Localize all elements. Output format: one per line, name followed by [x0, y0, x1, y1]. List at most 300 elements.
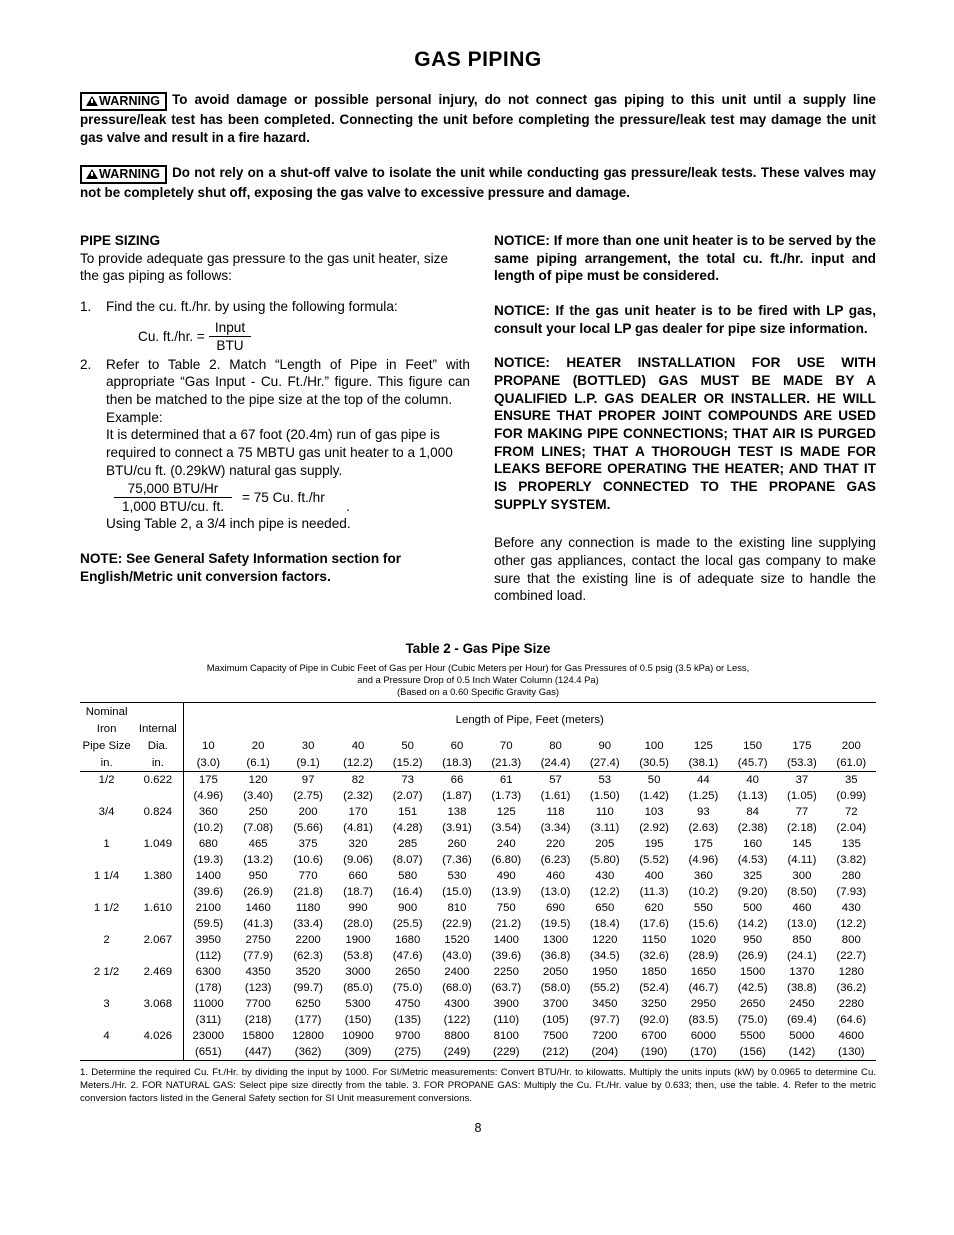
cell-cfh-5: 66 — [450, 774, 464, 787]
table-row — [80, 1028, 876, 1044]
cell-cfh-11: 325 — [743, 870, 763, 883]
cell-cfh-0: 6300 — [195, 966, 221, 979]
cell-cmh-5: (3.91) — [442, 822, 472, 835]
cell-cmh-5: (122) — [443, 1014, 471, 1027]
formula-fraction — [209, 320, 251, 353]
header-length-ft-3: 40 — [351, 739, 365, 752]
cell-cfh-4: 285 — [398, 838, 418, 851]
header-length-ft-0: 10 — [201, 739, 215, 752]
cell-cfh-9: 6700 — [641, 1030, 667, 1043]
cell-cfh-13: 135 — [841, 838, 861, 851]
list-item-1-number: 1. — [80, 299, 92, 315]
cell-cfh-0: 3950 — [195, 934, 221, 947]
cell-cmh-5: (15.0) — [442, 886, 472, 899]
cell-nominal-pipe-size: 3/4 — [98, 806, 115, 819]
cell-cfh-4: 73 — [401, 774, 415, 787]
header-length-m-1: (6.1) — [233, 754, 283, 772]
calculation-result: = 75 Cu. ft./hr — [242, 490, 325, 506]
cell-cmh-0: (39.6) — [193, 886, 224, 899]
cell-cmh-7: (6.23) — [540, 854, 571, 867]
cell-cmh-11: (156) — [728, 1044, 777, 1061]
formula-numerator: Input — [214, 319, 246, 335]
cell-cfh-5: 1520 — [444, 934, 470, 947]
header-iron: Iron — [96, 722, 117, 735]
cell-cmh-3: (4.81) — [343, 822, 373, 835]
table-header-row-3 — [80, 737, 876, 754]
header-length-m-0: (3.0) — [183, 754, 233, 772]
cell-cfh-3: 1900 — [345, 934, 371, 947]
cell-cmh-8: (34.5) — [589, 950, 620, 963]
cell-cmh-2: (21.8) — [293, 886, 323, 899]
cell-cmh-9: (32.6) — [639, 950, 669, 963]
cell-cfh-3: 3000 — [345, 966, 371, 979]
cell-cfh-2: 200 — [298, 806, 318, 819]
header-length-ft-10: 125 — [693, 739, 713, 752]
cell-nominal-pipe-size: 2 1/2 — [93, 966, 120, 979]
table-row — [80, 868, 876, 884]
cell-internal-dia: 1.380 — [133, 868, 183, 884]
header-units-dia-in: in. — [133, 754, 183, 772]
header-length-ft-11: 150 — [743, 739, 763, 752]
cell-cfh-11: 84 — [746, 806, 759, 819]
cell-cmh-11: (9.20) — [737, 886, 768, 899]
pipe-sizing-intro: To provide adequate gas pressure to the gas unit heater, size the gas piping as follows: — [80, 250, 449, 284]
cell-cmh-9: (1.42) — [639, 790, 669, 803]
cell-cmh-3: (18.7) — [343, 886, 373, 899]
cell-cmh-5: (1.87) — [442, 790, 472, 803]
cell-cmh-4: (135) — [394, 1014, 421, 1027]
warning-triangle-icon — [86, 96, 98, 106]
table-row-metric — [80, 852, 876, 868]
cell-nominal-pipe-size-blank — [80, 852, 133, 868]
cell-cmh-2: (62.3) — [293, 950, 323, 963]
cell-cmh-9: (2.92) — [639, 822, 669, 835]
cell-cfh-0: 175 — [198, 774, 218, 787]
header-length-span: Length of Pipe, Feet (meters) — [183, 703, 876, 738]
cell-cmh-1: (447) — [233, 1044, 283, 1061]
example-text: It is determined that a 67 foot (20.4m) run of gas pipe is required to connect a 75 MBTU gas unit heater to a 1,000 BTU/cu ft. (0.29kW) natural gas supply. — [106, 427, 453, 478]
calculation-numerator: 75,000 BTU/Hr — [127, 481, 219, 497]
example-conclusion-row — [80, 515, 470, 533]
cell-cfh-13: 2280 — [838, 998, 864, 1011]
cell-cmh-0: (311) — [195, 1014, 222, 1027]
cell-internal-dia: 1.610 — [133, 900, 183, 916]
cell-cfh-13: 4600 — [838, 1030, 864, 1043]
cell-cfh-9: 195 — [644, 838, 664, 851]
cell-cmh-3: (85.0) — [343, 982, 373, 995]
cell-cmh-7: (36.8) — [540, 950, 571, 963]
section-heading-pipe-sizing: PIPE SIZING — [80, 233, 161, 249]
header-length-m-12: (53.3) — [777, 754, 826, 772]
cell-cfh-13: 280 — [841, 870, 861, 883]
cell-cfh-6: 240 — [496, 838, 516, 851]
cell-cmh-12: (69.4) — [787, 1014, 817, 1027]
cell-cfh-3: 660 — [348, 870, 368, 883]
cell-cmh-3: (9.06) — [343, 854, 373, 867]
calculation-result-wrap — [242, 490, 362, 515]
cell-cmh-6: (1.73) — [491, 790, 522, 803]
cell-cfh-6: 8100 — [493, 1030, 519, 1043]
formula-cu-ft-hr — [138, 320, 470, 353]
cell-internal-dia-blank — [133, 916, 183, 932]
cell-cmh-10: (2.63) — [688, 822, 719, 835]
cell-cmh-2: (99.7) — [293, 982, 323, 995]
header-length-m-6: (21.3) — [482, 754, 531, 772]
cell-cmh-10: (4.96) — [688, 854, 719, 867]
cell-cfh-10: 550 — [693, 902, 713, 915]
cell-cmh-0: (651) — [183, 1044, 233, 1061]
cell-cfh-0: 1400 — [195, 870, 221, 883]
cell-cfh-6: 3900 — [493, 998, 519, 1011]
warning-block-1 — [80, 91, 876, 146]
cell-internal-dia-blank — [133, 1012, 183, 1028]
table-row — [80, 932, 876, 948]
cell-cfh-9: 3250 — [641, 998, 667, 1011]
cell-nominal-pipe-size-blank — [80, 1044, 133, 1061]
header-length-m-10: (38.1) — [679, 754, 728, 772]
cell-cfh-5: 530 — [447, 870, 467, 883]
cell-cfh-11: 160 — [743, 838, 763, 851]
cell-cmh-5: (43.0) — [442, 950, 472, 963]
table-header-row-4 — [80, 754, 876, 772]
cell-cmh-2: (10.6) — [293, 854, 323, 867]
warning-triangle-icon — [86, 169, 98, 179]
cell-cfh-7: 690 — [546, 902, 566, 915]
left-column — [80, 232, 470, 605]
header-length-ft-7: 80 — [549, 739, 562, 752]
cell-cmh-13: (3.82) — [836, 854, 867, 867]
cell-internal-dia: 2.067 — [133, 932, 183, 948]
page-title: GAS PIPING — [414, 48, 542, 71]
cell-cfh-7: 2050 — [542, 966, 569, 979]
cell-cmh-3: (150) — [344, 1014, 372, 1027]
cell-internal-dia: 2.469 — [133, 964, 183, 980]
cell-cmh-9: (17.6) — [639, 918, 669, 931]
cell-cmh-13: (64.6) — [836, 1014, 867, 1027]
cell-cmh-7: (3.34) — [540, 822, 571, 835]
cell-cmh-1: (77.9) — [243, 950, 273, 963]
cell-cmh-12: (2.18) — [787, 822, 817, 835]
cell-nominal-pipe-size-blank — [80, 788, 133, 804]
cell-nominal-pipe-size-blank — [80, 948, 133, 964]
cell-cfh-4: 151 — [398, 806, 418, 819]
cell-cmh-4: (8.07) — [392, 854, 423, 867]
cell-cfh-8: 205 — [595, 838, 615, 851]
formula-denominator: BTU — [209, 336, 251, 353]
closing-paragraph: Before any connection is made to the existing line supplying other gas appliances, contact the local gas company to make sure that the existing line is of adequate size to handle the combined load. — [494, 535, 876, 604]
cell-cfh-1: 120 — [248, 774, 268, 787]
cell-internal-dia-blank — [133, 1044, 183, 1061]
cell-cfh-10: 1650 — [690, 966, 717, 979]
table-subtitle-line-3: (Based on a 0.60 Specific Gravity Gas) — [396, 686, 560, 698]
cell-internal-dia-blank — [133, 980, 183, 996]
cell-cfh-3: 320 — [348, 838, 368, 851]
cell-cmh-10: (10.2) — [688, 886, 719, 899]
cell-cmh-11: (2.38) — [737, 822, 768, 835]
header-length-ft-2: 30 — [301, 739, 315, 752]
cell-cmh-1: (218) — [244, 1014, 272, 1027]
header-length-m-13: (61.0) — [827, 754, 876, 772]
list-item-1-text: Find the cu. ft./hr. by using the following formula: — [106, 299, 398, 315]
cell-cmh-11: (42.5) — [737, 982, 768, 995]
cell-cmh-7: (105) — [542, 1014, 569, 1027]
cell-cmh-9: (92.0) — [639, 1014, 669, 1027]
warning-badge — [80, 165, 167, 184]
cell-nominal-pipe-size-blank — [80, 884, 133, 900]
cell-cmh-12: (8.50) — [787, 886, 817, 899]
header-length-ft-5: 60 — [450, 739, 464, 752]
cell-cmh-0: (112) — [195, 950, 222, 963]
page-content — [80, 0, 876, 1235]
example-label: Example: — [106, 409, 163, 425]
cell-nominal-pipe-size: 3 — [103, 998, 110, 1011]
header-length-ft-8: 90 — [598, 739, 612, 752]
cell-cmh-2: (5.66) — [293, 822, 323, 835]
cell-cfh-9: 50 — [647, 774, 661, 787]
cell-cmh-12: (38.8) — [787, 982, 817, 995]
cell-cmh-12: (24.1) — [787, 950, 817, 963]
cell-cmh-1: (13.2) — [243, 854, 273, 867]
header-length-ft-4: 50 — [401, 739, 415, 752]
cell-cmh-9: (52.4) — [639, 982, 669, 995]
cell-cmh-7: (19.5) — [540, 918, 571, 931]
cell-cfh-3: 82 — [351, 774, 365, 787]
cell-cfh-11: 1500 — [739, 966, 766, 979]
cell-cmh-4: (75.0) — [392, 982, 423, 995]
cell-cfh-12: 1370 — [789, 966, 815, 979]
cell-cfh-4: 580 — [398, 870, 418, 883]
cell-cmh-6: (21.2) — [491, 918, 522, 931]
page-number: 8 — [474, 1121, 482, 1136]
body-columns — [80, 232, 876, 605]
cell-cmh-13: (7.93) — [836, 886, 867, 899]
cell-cmh-8: (3.11) — [590, 822, 620, 835]
cell-cfh-9: 400 — [644, 870, 664, 883]
cell-cmh-4: (25.5) — [392, 918, 423, 931]
cell-cmh-4: (2.07) — [392, 790, 423, 803]
cell-cfh-0: 11000 — [192, 998, 224, 1011]
cell-cfh-10: 44 — [697, 774, 710, 787]
header-length-m-3: (12.2) — [333, 754, 383, 772]
cell-cfh-10: 175 — [693, 838, 713, 851]
cell-cmh-12: (4.11) — [787, 854, 817, 867]
cell-cmh-6: (63.7) — [491, 982, 522, 995]
header-units-in: in. — [80, 754, 133, 772]
cell-cfh-5: 260 — [447, 838, 467, 851]
cell-nominal-pipe-size-blank — [80, 1012, 133, 1028]
cell-internal-dia: 1.049 — [133, 836, 183, 852]
cell-cfh-5: 2400 — [444, 966, 470, 979]
cell-cfh-1: 950 — [248, 870, 268, 883]
header-length-m-9: (30.5) — [629, 754, 678, 772]
cell-cmh-3: (28.0) — [343, 918, 373, 931]
cell-cmh-9: (190) — [629, 1044, 678, 1061]
header-dia: Dia. — [133, 737, 183, 754]
cell-cfh-2: 12800 — [292, 1030, 324, 1043]
cell-cfh-12: 37 — [795, 774, 809, 787]
note-general-safety: NOTE: See General Safety Information section for English/Metric unit conversion factors. — [80, 551, 402, 584]
cell-cfh-1: 250 — [248, 806, 268, 819]
cell-cmh-1: (41.3) — [243, 918, 273, 931]
table-row — [80, 964, 876, 980]
cell-internal-dia: 0.824 — [133, 804, 183, 820]
cell-cfh-1: 1460 — [245, 902, 271, 915]
list-item-2-number: 2. — [80, 356, 92, 372]
header-length-m-2: (9.1) — [283, 754, 333, 772]
cell-cmh-11: (14.2) — [737, 918, 768, 931]
cell-cmh-5: (22.9) — [442, 918, 472, 931]
cell-cmh-8: (97.7) — [589, 1014, 620, 1027]
cell-cfh-13: 35 — [844, 774, 858, 787]
cell-cfh-12: 2450 — [789, 998, 815, 1011]
cell-cmh-10: (83.5) — [688, 1014, 719, 1027]
cell-cmh-10: (46.7) — [688, 982, 719, 995]
cell-internal-dia-blank — [133, 788, 183, 804]
cell-cfh-13: 430 — [841, 902, 861, 915]
cell-cfh-4: 1680 — [395, 934, 421, 947]
notice-1: NOTICE: If more than one unit heater is to be served by the same piping arrangement, the total cu. ft./hr. input and length of pipe must be considered. — [494, 233, 876, 284]
cell-cmh-6: (229) — [482, 1044, 531, 1061]
cell-cfh-12: 850 — [792, 934, 812, 947]
example-calculation — [114, 481, 470, 514]
cell-cfh-9: 1850 — [641, 966, 667, 979]
cell-internal-dia-blank — [133, 820, 183, 836]
warning-text-1: To avoid damage or possible personal injury, do not connect gas piping to this unit until a supply line pressure/leak test has been completed. Connecting the unit before completing the pressure/leak test may damage the unit gas valve and result in a fire hazard. — [80, 92, 876, 145]
formula-lhs: Cu. ft./hr. = — [138, 328, 205, 344]
header-length-m-7: (24.4) — [531, 754, 580, 772]
cell-nominal-pipe-size: 1 1/2 — [93, 902, 120, 915]
cell-cfh-7: 1300 — [542, 934, 569, 947]
cell-cmh-6: (6.80) — [491, 854, 522, 867]
table-row — [80, 900, 876, 916]
cell-nominal-pipe-size: 4 — [103, 1030, 110, 1043]
cell-cmh-4: (275) — [383, 1044, 432, 1061]
cell-cfh-0: 2100 — [195, 902, 221, 915]
cell-cmh-8: (5.80) — [589, 854, 620, 867]
cell-cfh-7: 7500 — [542, 1030, 569, 1043]
cell-cfh-1: 4350 — [245, 966, 271, 979]
cell-cfh-5: 138 — [447, 806, 467, 819]
cell-internal-dia: 0.622 — [133, 772, 183, 789]
cell-cmh-1: (26.9) — [243, 886, 273, 899]
cell-cfh-6: 1400 — [493, 934, 519, 947]
table-row-metric — [80, 948, 876, 964]
cell-cmh-1: (123) — [244, 982, 272, 995]
header-length-m-8: (27.4) — [580, 754, 629, 772]
cell-cfh-10: 6000 — [690, 1030, 717, 1043]
cell-cmh-11: (75.0) — [737, 1014, 768, 1027]
cell-cfh-8: 110 — [595, 806, 614, 819]
cell-cmh-0: (4.96) — [193, 790, 224, 803]
cell-cfh-13: 72 — [844, 806, 858, 819]
cell-nominal-pipe-size-blank — [80, 916, 133, 932]
table-row-metric — [80, 1012, 876, 1028]
cell-cfh-8: 1220 — [592, 934, 618, 947]
cell-cmh-4: (47.6) — [392, 950, 423, 963]
cell-cmh-5: (68.0) — [442, 982, 472, 995]
warning-badge-label: WARNING — [99, 167, 161, 182]
header-length-ft-1: 20 — [251, 739, 265, 752]
cell-internal-dia-blank — [133, 884, 183, 900]
cell-cfh-4: 900 — [398, 902, 418, 915]
cell-cmh-8: (18.4) — [589, 918, 620, 931]
cell-nominal-pipe-size: 2 — [103, 934, 110, 947]
cell-cfh-1: 7700 — [245, 998, 271, 1011]
cell-cfh-6: 2250 — [493, 966, 519, 979]
cell-cmh-7: (212) — [531, 1044, 580, 1061]
cell-cfh-13: 800 — [841, 934, 861, 947]
cell-cmh-13: (22.7) — [836, 950, 867, 963]
header-length-m-5: (18.3) — [432, 754, 481, 772]
cell-cfh-10: 1020 — [690, 934, 717, 947]
cell-cfh-7: 460 — [546, 870, 566, 883]
cell-cfh-7: 57 — [549, 774, 562, 787]
cell-cmh-8: (204) — [580, 1044, 629, 1061]
header-length-ft-6: 70 — [499, 739, 513, 752]
cell-cfh-11: 500 — [743, 902, 763, 915]
cell-cmh-8: (55.2) — [589, 982, 620, 995]
cell-cfh-11: 5500 — [739, 1030, 766, 1043]
cell-cmh-4: (16.4) — [392, 886, 423, 899]
cell-cfh-3: 5300 — [345, 998, 371, 1011]
cell-cmh-6: (39.6) — [491, 950, 522, 963]
cell-cmh-2: (33.4) — [293, 918, 323, 931]
cell-cfh-9: 103 — [644, 806, 664, 819]
table-title: Table 2 - Gas Pipe Size — [405, 641, 551, 657]
cell-cmh-2: (2.75) — [293, 790, 323, 803]
cell-cmh-11: (4.53) — [737, 854, 768, 867]
cell-cfh-5: 8800 — [444, 1030, 470, 1043]
cell-cmh-1: (3.40) — [243, 790, 273, 803]
cell-cmh-4: (4.28) — [392, 822, 423, 835]
header-blank — [133, 703, 183, 721]
cell-cmh-13: (0.99) — [836, 790, 867, 803]
cell-cfh-9: 1150 — [641, 934, 667, 947]
cell-cfh-11: 2650 — [739, 998, 766, 1011]
cell-cfh-0: 680 — [198, 838, 218, 851]
cell-cmh-5: (7.36) — [442, 854, 472, 867]
cell-cmh-1: (7.08) — [243, 822, 273, 835]
cell-nominal-pipe-size: 1 1/4 — [93, 870, 120, 883]
table-row-metric — [80, 980, 876, 996]
cell-cfh-12: 460 — [792, 902, 812, 915]
header-length-m-11: (45.7) — [728, 754, 777, 772]
table-subtitle-line-1: Maximum Capacity of Pipe in Cubic Feet of Gas per Hour (Cubic Meters per Hour) for Gas Pressures of 0.5 psig (3.5 kPa) or Less, — [206, 662, 750, 674]
cell-cfh-12: 300 — [792, 870, 812, 883]
cell-cmh-6: (3.54) — [491, 822, 522, 835]
cell-cfh-4: 9700 — [395, 1030, 421, 1043]
cell-nominal-pipe-size-blank — [80, 980, 133, 996]
cell-cfh-4: 4750 — [395, 998, 421, 1011]
cell-cfh-11: 40 — [746, 774, 759, 787]
table-header-row-1 — [80, 703, 876, 721]
table-row — [80, 772, 876, 789]
notice-2: NOTICE: If the gas unit heater is to be fired with LP gas, consult your local LP gas dealer for pipe size information. — [494, 303, 876, 336]
cell-internal-dia-blank — [133, 852, 183, 868]
header-internal: Internal — [133, 720, 183, 737]
cell-cmh-0: (19.3) — [193, 854, 224, 867]
cell-cmh-8: (12.2) — [589, 886, 620, 899]
cell-cfh-10: 360 — [693, 870, 713, 883]
cell-nominal-pipe-size: 1 — [103, 838, 110, 851]
cell-internal-dia: 3.068 — [133, 996, 183, 1012]
cell-cfh-3: 170 — [348, 806, 368, 819]
cell-nominal-pipe-size-blank — [80, 820, 133, 836]
table-row-metric — [80, 884, 876, 900]
cell-cmh-12: (13.0) — [787, 918, 817, 931]
cell-cmh-0: (59.5) — [193, 918, 224, 931]
cell-cmh-3: (309) — [333, 1044, 383, 1061]
